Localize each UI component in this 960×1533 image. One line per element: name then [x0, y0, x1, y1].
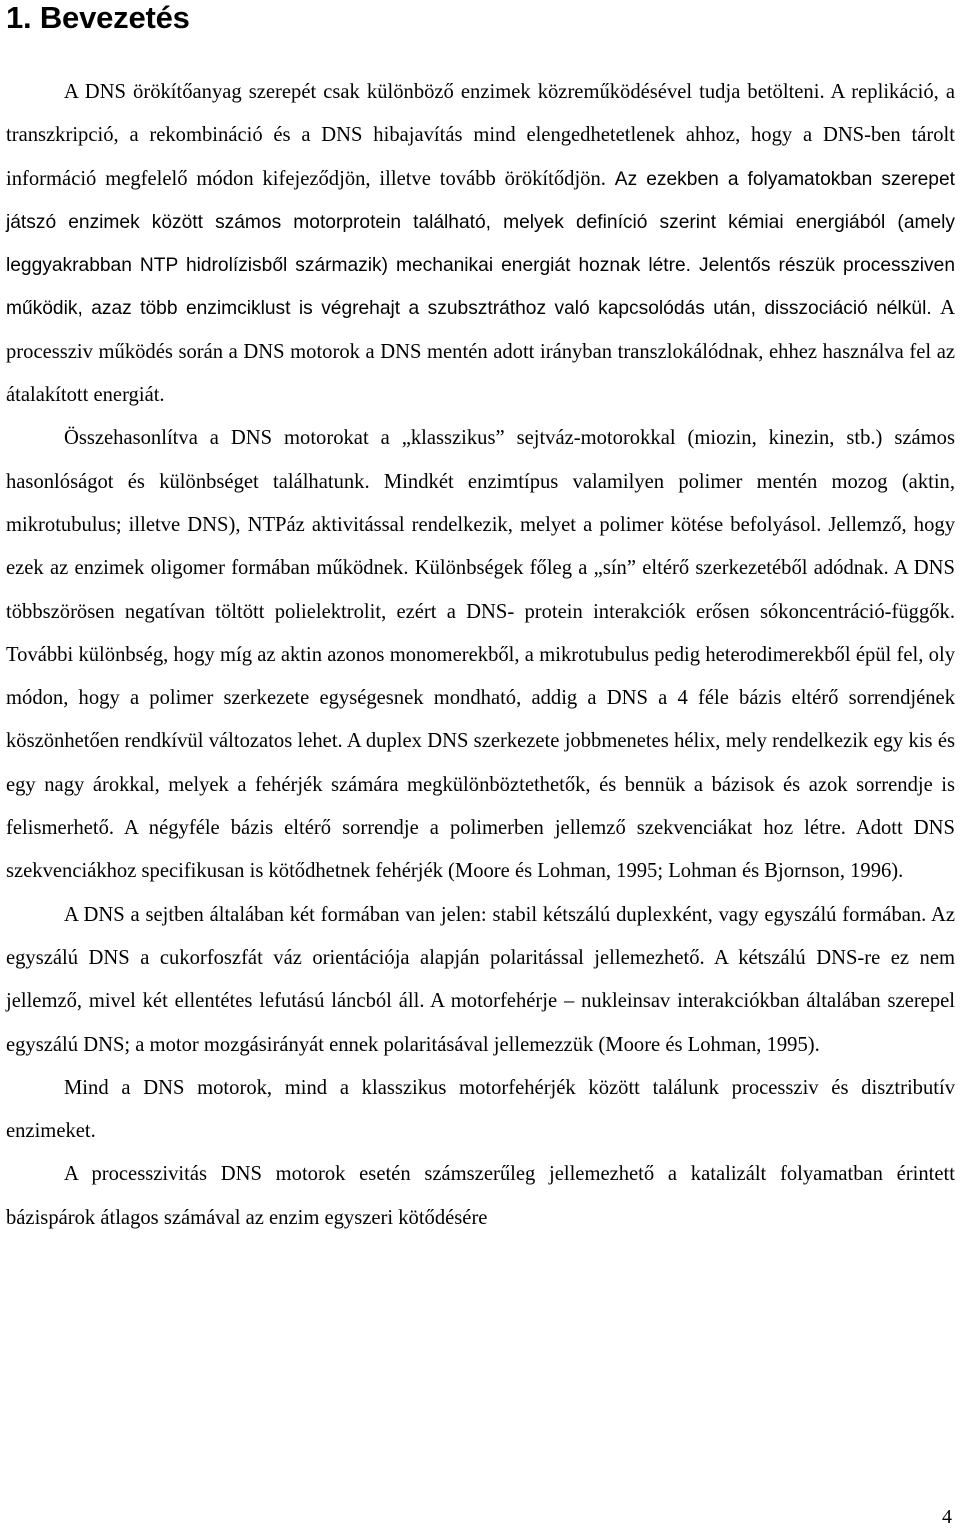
text-segment: Összehasonlítva a DNS motorokat a „klasszikus” sejtváz-motorokkal (miozin, kinezin, stb.) számos hasonlóságot és különbséget találhatunk. Mindkét enzimtípus valamilyen polimer mentén mozog (aktin, mikrotubulus; illetve DNS), NTPáz aktivitással rendelkezik, melyet a polimer kötése befolyásol. Jellemző, hogy ezek az enzimek oligomer formában működnek. Különbségek főleg a „sín” eltérő szerkezetéből adódnak. A DNS többszörösen negatívan töltött polielektrolit, ezért a DNS- protein interakciók erősen sókoncentráció-függők. További különbség, hogy míg az aktin azonos monomerekből, a mikrotubulus pedig heterodimerekből épül fel, oly módon, hogy a polimer szerkezete egységesnek mondható, addig a DNS a 4 féle bázis eltérő sorrendjének köszönhetően rendkívül változatos lehet. A duplex DNS szerkezete jobbmenetes hélix, mely rendelkezik egy kis és egy nagy árokkal, melyek a fehérjék számára megkülönböztethetők, és bennük a bázisok és azok sorrendje is felismerhető. A négyféle bázis eltérő sorrendje a polimerben jellemző szekvenciákat hoz létre. Adott DNS szekvenciákhoz specifikusan is kötődhetnek fehérjék (Moore és Lohman, 1995; Lohman és Bjornson, 1996).	[6, 427, 955, 883]
paragraph	[6, 894, 955, 1067]
text-segment: A processzivitás DNS motorok esetén számszerűleg jellemezhető a katalizált folyamatban érintett bázispárok átlagos számával az enzim egyszeri kötődésére	[6, 1163, 955, 1229]
text-segment: Mind a DNS motorok, mind a klasszikus motorfehérjék között találunk processziv és disztributív enzimeket.	[6, 1076, 955, 1143]
text-segment: Az ezekben a folyamatokban szerepet játszó enzimek között számos motorprotein található, melyek definíció szerint kémiai energiából (amely leggyakrabban NTP hidrolízisből származik) mechanikai energiát hoznak létre. Jelentős részük processziven működik, azaz több enzimciklust is végrehajt a szubsztráthoz való kapcsolódás után, disszociáció nélkül.	[6, 168, 955, 320]
page-number: 4	[942, 1506, 952, 1528]
paragraph	[6, 1067, 955, 1154]
text-segment: A DNS örökítőanyag szerepét csak különböző enzimek közreműködésével tudja betölteni. A replikáció, a transzkripció, a rekombináció és a DNS hibajavítás mind elengedhetetlenek ahhoz, hogy a DNS-ben tárolt információ megfelelő módon kifejeződjön, illetve tovább örökítődjön.	[6, 81, 955, 190]
text-segment: A processziv működés során a DNS motorok a DNS mentén adott irányban transzlokálódnak, ehhez használva fel az átalakított energiát.	[6, 297, 955, 407]
section-heading: 1. Bevezetés	[6, 0, 190, 35]
paragraph	[6, 1153, 955, 1240]
paragraph	[6, 417, 955, 893]
body-text	[6, 71, 955, 1240]
text-segment: A DNS a sejtben általában két formában van jelen: stabil kétszálú duplexként, vagy egyszálú formában. Az egyszálú DNS a cukorfoszfát váz orientációja alapján polaritással jellemezhető. A kétszálú DNS-re ez nem jellemző, mivel két ellentétes lefutású láncból áll. A motorfehérje – nukleinsav interakciókban általában szerepel egyszálú DNS; a motor mozgásirányát ennek polaritásával jellemezzük (Moore és Lohman, 1995).	[6, 903, 955, 1056]
paragraph	[6, 71, 955, 417]
